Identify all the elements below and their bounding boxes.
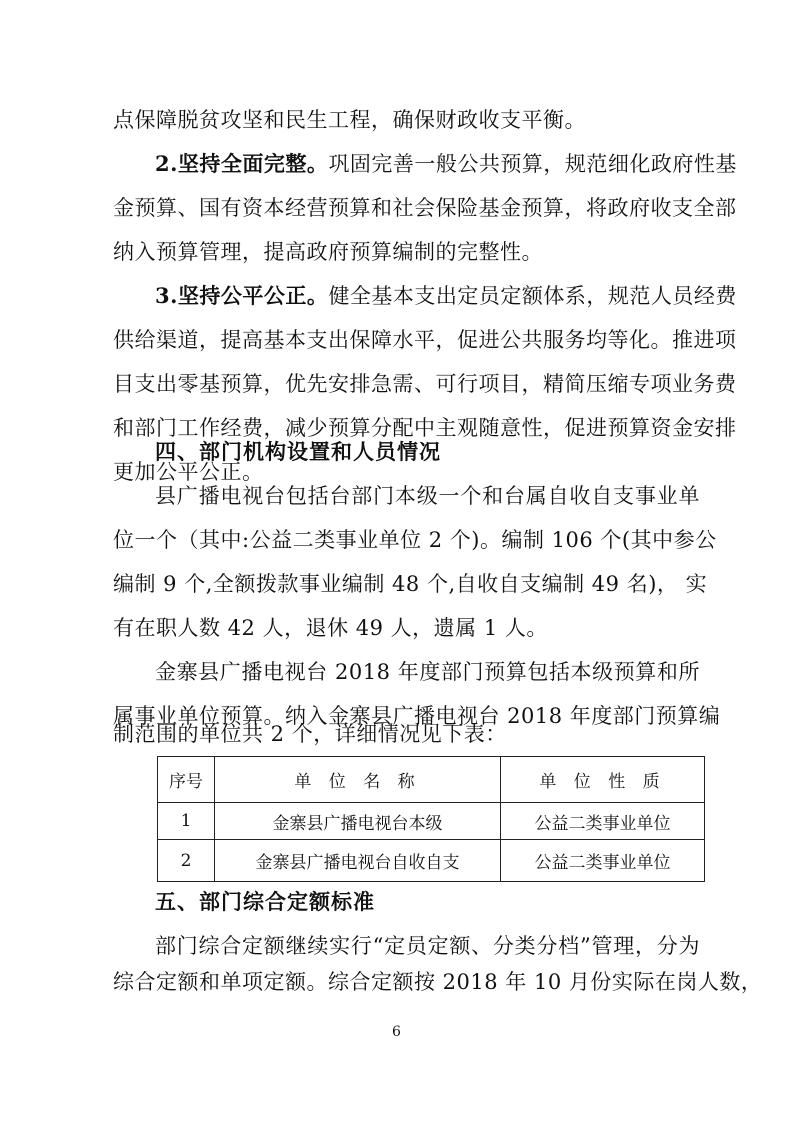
- body-line: 目支出零基预算，优先安排急需、可行项目，精简压缩专项业务费: [113, 372, 737, 396]
- body-line: 点保障脱贫攻坚和民生工程，确保财政收支平衡。: [113, 108, 586, 132]
- body-text: 巩固完善一般公共预算，规范细化政府性基: [328, 152, 737, 176]
- body-line: [113, 282, 737, 310]
- body-line: 供给渠道，提高基本支出保障水平，促进公共服务均等化。推进项: [113, 328, 737, 352]
- body-text: 健全基本支出定员定额体系，规范人员经费: [328, 284, 737, 308]
- body-line: 综合定额和单项定额。综合定额按 2018 年 10 月份实际在岗人数，: [113, 970, 763, 994]
- table-row: [158, 803, 705, 840]
- body-line: 部门综合定额继续实行“定员定额、分类分档”管理，分为: [155, 934, 700, 958]
- table-header-cell: 单 位 性 质: [501, 757, 705, 803]
- body-line: 编制 9 个,全额拨款事业编制 48 个,自收自支编制 49 名)， 实: [113, 572, 708, 596]
- table-cell: 2: [158, 840, 215, 882]
- table-cell: 公益二类事业单位: [501, 803, 705, 840]
- body-line: 和部门工作经费，减少预算分配中主观随意性，促进预算资金安排: [113, 416, 737, 440]
- table-cell: 公益二类事业单位: [501, 840, 705, 882]
- table-header-cell: 序号: [158, 757, 215, 803]
- body-line: 有在职人数 42 人，退休 49 人，遗属 1 人。: [113, 616, 548, 640]
- body-line: 金寨县广播电视台 2018 年度部门预算包括本级预算和所: [155, 660, 700, 684]
- table-row: [158, 840, 705, 882]
- body-line: 纳入预算管理，提高政府预算编制的完整性。: [113, 240, 543, 264]
- body-line: 位一个（其中:公益二类事业单位 2 个)。编制 106 个(其中参公: [113, 528, 717, 552]
- principle-heading: 3.坚持公平公正。: [155, 283, 329, 308]
- principle-heading: 2.坚持全面完整。: [155, 151, 329, 176]
- body-line: 更加公平公正。: [113, 460, 264, 484]
- table-cell: 1: [158, 803, 215, 840]
- body-line: 金预算、国有资本经营预算和社会保险基金预算，将政府收支全部: [113, 196, 737, 220]
- body-line: 县广播电视台包括台部门本级一个和台属自收自支事业单: [155, 484, 700, 508]
- unit-table: [157, 756, 705, 882]
- body-line: 属事业单位预算。纳入金寨县广播电视台 2018 年度部门预算编: [113, 704, 721, 728]
- table-header-cell: 单 位 名 称: [215, 757, 501, 803]
- section-heading: 四、部门机构设置和人员情况: [155, 439, 441, 464]
- page-number: 6: [392, 1024, 401, 1040]
- table-cell: 金寨县广播电视台本级: [215, 803, 501, 840]
- table-cell: 金寨县广播电视台自收自支: [215, 840, 501, 882]
- body-line: 制范围的单位共 2 个，详细情况见下表：: [113, 722, 507, 746]
- section-heading: 五、部门综合定额标准: [155, 889, 375, 914]
- table-header-row: [158, 757, 705, 803]
- body-line: [113, 150, 737, 178]
